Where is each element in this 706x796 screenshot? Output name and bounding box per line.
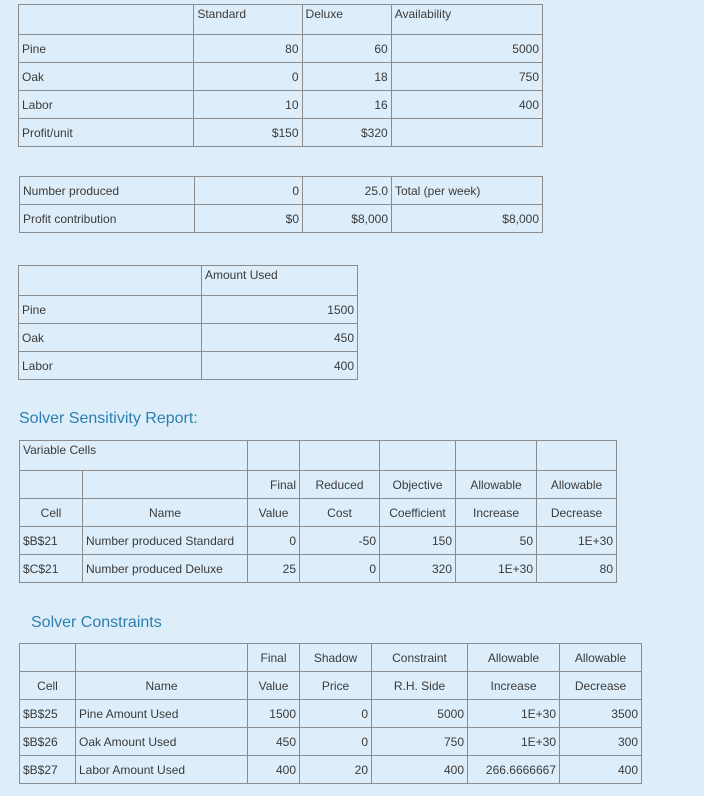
- row-label: Labor: [19, 91, 194, 119]
- header-cost: Cost: [300, 499, 380, 527]
- cell-name: Labor Amount Used: [76, 756, 248, 784]
- col-header-availability: Availability: [391, 5, 542, 35]
- header-increase: Increase: [468, 672, 560, 700]
- sensitivity-table: [19, 440, 617, 583]
- table-row: [19, 63, 543, 91]
- rh-side: 400: [372, 756, 468, 784]
- cell-name: Oak Amount Used: [76, 728, 248, 756]
- header-allowable-inc: Allowable: [456, 471, 537, 499]
- header-row-top: [20, 644, 642, 672]
- amount-used-header-row: [19, 266, 358, 296]
- header-value: Value: [248, 672, 300, 700]
- table-row: [20, 728, 642, 756]
- header-increase: Increase: [456, 499, 537, 527]
- table-row: [20, 527, 617, 555]
- allowable-decrease: 300: [560, 728, 642, 756]
- empty-cell: [20, 644, 76, 672]
- table-row: [20, 177, 543, 205]
- cell-ref: $B$27: [20, 756, 76, 784]
- standard-cell: 0: [194, 63, 302, 91]
- availability-cell: 5000: [391, 35, 542, 63]
- variable-cells-label: Variable Cells: [20, 441, 248, 471]
- deluxe-cell: $8,000: [303, 205, 392, 233]
- shadow-price: 20: [300, 756, 372, 784]
- cell-ref: $B$26: [20, 728, 76, 756]
- header-objective: Objective: [380, 471, 456, 499]
- col-header-standard: Standard: [194, 5, 302, 35]
- table-row: [19, 352, 358, 380]
- standard-cell: 80: [194, 35, 302, 63]
- header-reduced: Reduced: [300, 471, 380, 499]
- header-rh-side: R.H. Side: [372, 672, 468, 700]
- standard-cell: $150: [194, 119, 302, 147]
- row-label: Oak: [19, 324, 202, 352]
- availability-cell: [391, 119, 542, 147]
- table-row: [19, 296, 358, 324]
- amount-used-table: [18, 265, 358, 380]
- row-label: Pine: [19, 35, 194, 63]
- cell-name: Number produced Standard: [83, 527, 248, 555]
- reduced-cost: 0: [300, 555, 380, 583]
- col-header-deluxe: Deluxe: [302, 5, 391, 35]
- table-row: [19, 91, 543, 119]
- row-label: Profit/unit: [19, 119, 194, 147]
- header-decrease: Decrease: [537, 499, 617, 527]
- standard-cell: 10: [194, 91, 302, 119]
- shadow-price: 0: [300, 700, 372, 728]
- amount-used-corner-cell: [19, 266, 202, 296]
- allowable-decrease: 1E+30: [537, 527, 617, 555]
- header-allowable-inc: Allowable: [468, 644, 560, 672]
- amount-cell: 400: [202, 352, 358, 380]
- header-row-top: [20, 471, 617, 499]
- header-name: Name: [83, 499, 248, 527]
- table-row: [20, 555, 617, 583]
- header-cell: Cell: [20, 672, 76, 700]
- header-constraint: Constraint: [372, 644, 468, 672]
- allowable-increase: 1E+30: [456, 555, 537, 583]
- reduced-cost: -50: [300, 527, 380, 555]
- header-allowable-dec: Allowable: [537, 471, 617, 499]
- standard-cell: 0: [195, 177, 303, 205]
- header-row-bottom: [20, 499, 617, 527]
- rh-side: 5000: [372, 700, 468, 728]
- cell-name: Number produced Deluxe: [83, 555, 248, 583]
- number-produced-label: Number produced: [20, 177, 195, 205]
- empty-cell: [76, 644, 248, 672]
- row-label: Pine: [19, 296, 202, 324]
- header-value: Value: [248, 499, 300, 527]
- table-row: [19, 35, 543, 63]
- availability-cell: 750: [391, 63, 542, 91]
- table-row: [19, 119, 543, 147]
- allowable-decrease: 3500: [560, 700, 642, 728]
- amount-used-header: Amount Used: [202, 266, 358, 296]
- availability-cell: 400: [391, 91, 542, 119]
- table-row: [20, 756, 642, 784]
- header-name: Name: [76, 672, 248, 700]
- deluxe-cell: 60: [302, 35, 391, 63]
- allowable-increase: 266.6666667: [468, 756, 560, 784]
- objective-coefficient: 150: [380, 527, 456, 555]
- header-final: Final: [248, 471, 300, 499]
- final-value: 450: [248, 728, 300, 756]
- empty-cell: [380, 441, 456, 471]
- table-row: [19, 324, 358, 352]
- header-final: Final: [248, 644, 300, 672]
- empty-cell: [83, 471, 248, 499]
- final-value: 400: [248, 756, 300, 784]
- rh-side: 750: [372, 728, 468, 756]
- total-cell: $8,000: [392, 205, 543, 233]
- solver-constraints-heading: Solver Constraints: [31, 614, 162, 631]
- sensitivity-report-heading: Solver Sensitivity Report:: [19, 410, 198, 427]
- final-value: 0: [248, 527, 300, 555]
- deluxe-cell: 25.0: [303, 177, 392, 205]
- inputs-header-row: [19, 5, 543, 35]
- section-row: [20, 441, 617, 471]
- header-coefficient: Coefficient: [380, 499, 456, 527]
- final-value: 1500: [248, 700, 300, 728]
- allowable-decrease: 400: [560, 756, 642, 784]
- header-shadow: Shadow: [300, 644, 372, 672]
- row-label: Oak: [19, 63, 194, 91]
- objective-coefficient: 320: [380, 555, 456, 583]
- empty-cell: [537, 441, 617, 471]
- allowable-increase: 1E+30: [468, 700, 560, 728]
- cell-ref: $B$25: [20, 700, 76, 728]
- shadow-price: 0: [300, 728, 372, 756]
- empty-cell: [20, 471, 83, 499]
- amount-cell: 450: [202, 324, 358, 352]
- deluxe-cell: 16: [302, 91, 391, 119]
- standard-cell: $0: [195, 205, 303, 233]
- header-decrease: Decrease: [560, 672, 642, 700]
- total-note: Total (per week): [392, 177, 543, 205]
- cell-ref: $C$21: [20, 555, 83, 583]
- cell-name: Pine Amount Used: [76, 700, 248, 728]
- header-row-bottom: [20, 672, 642, 700]
- allowable-decrease: 80: [537, 555, 617, 583]
- constraints-table: [19, 643, 642, 784]
- inputs-corner-cell: [19, 5, 194, 35]
- header-price: Price: [300, 672, 372, 700]
- empty-cell: [248, 441, 300, 471]
- inputs-table: [18, 4, 543, 147]
- allowable-increase: 50: [456, 527, 537, 555]
- header-cell: Cell: [20, 499, 83, 527]
- cell-ref: $B$21: [20, 527, 83, 555]
- row-label: Labor: [19, 352, 202, 380]
- final-value: 25: [248, 555, 300, 583]
- deluxe-cell: $320: [302, 119, 391, 147]
- empty-cell: [300, 441, 380, 471]
- allowable-increase: 1E+30: [468, 728, 560, 756]
- empty-cell: [456, 441, 537, 471]
- table-row: [20, 205, 543, 233]
- header-allowable-dec: Allowable: [560, 644, 642, 672]
- amount-cell: 1500: [202, 296, 358, 324]
- profit-contribution-label: Profit contribution: [20, 205, 195, 233]
- table-row: [20, 700, 642, 728]
- deluxe-cell: 18: [302, 63, 391, 91]
- production-table: [19, 176, 543, 233]
